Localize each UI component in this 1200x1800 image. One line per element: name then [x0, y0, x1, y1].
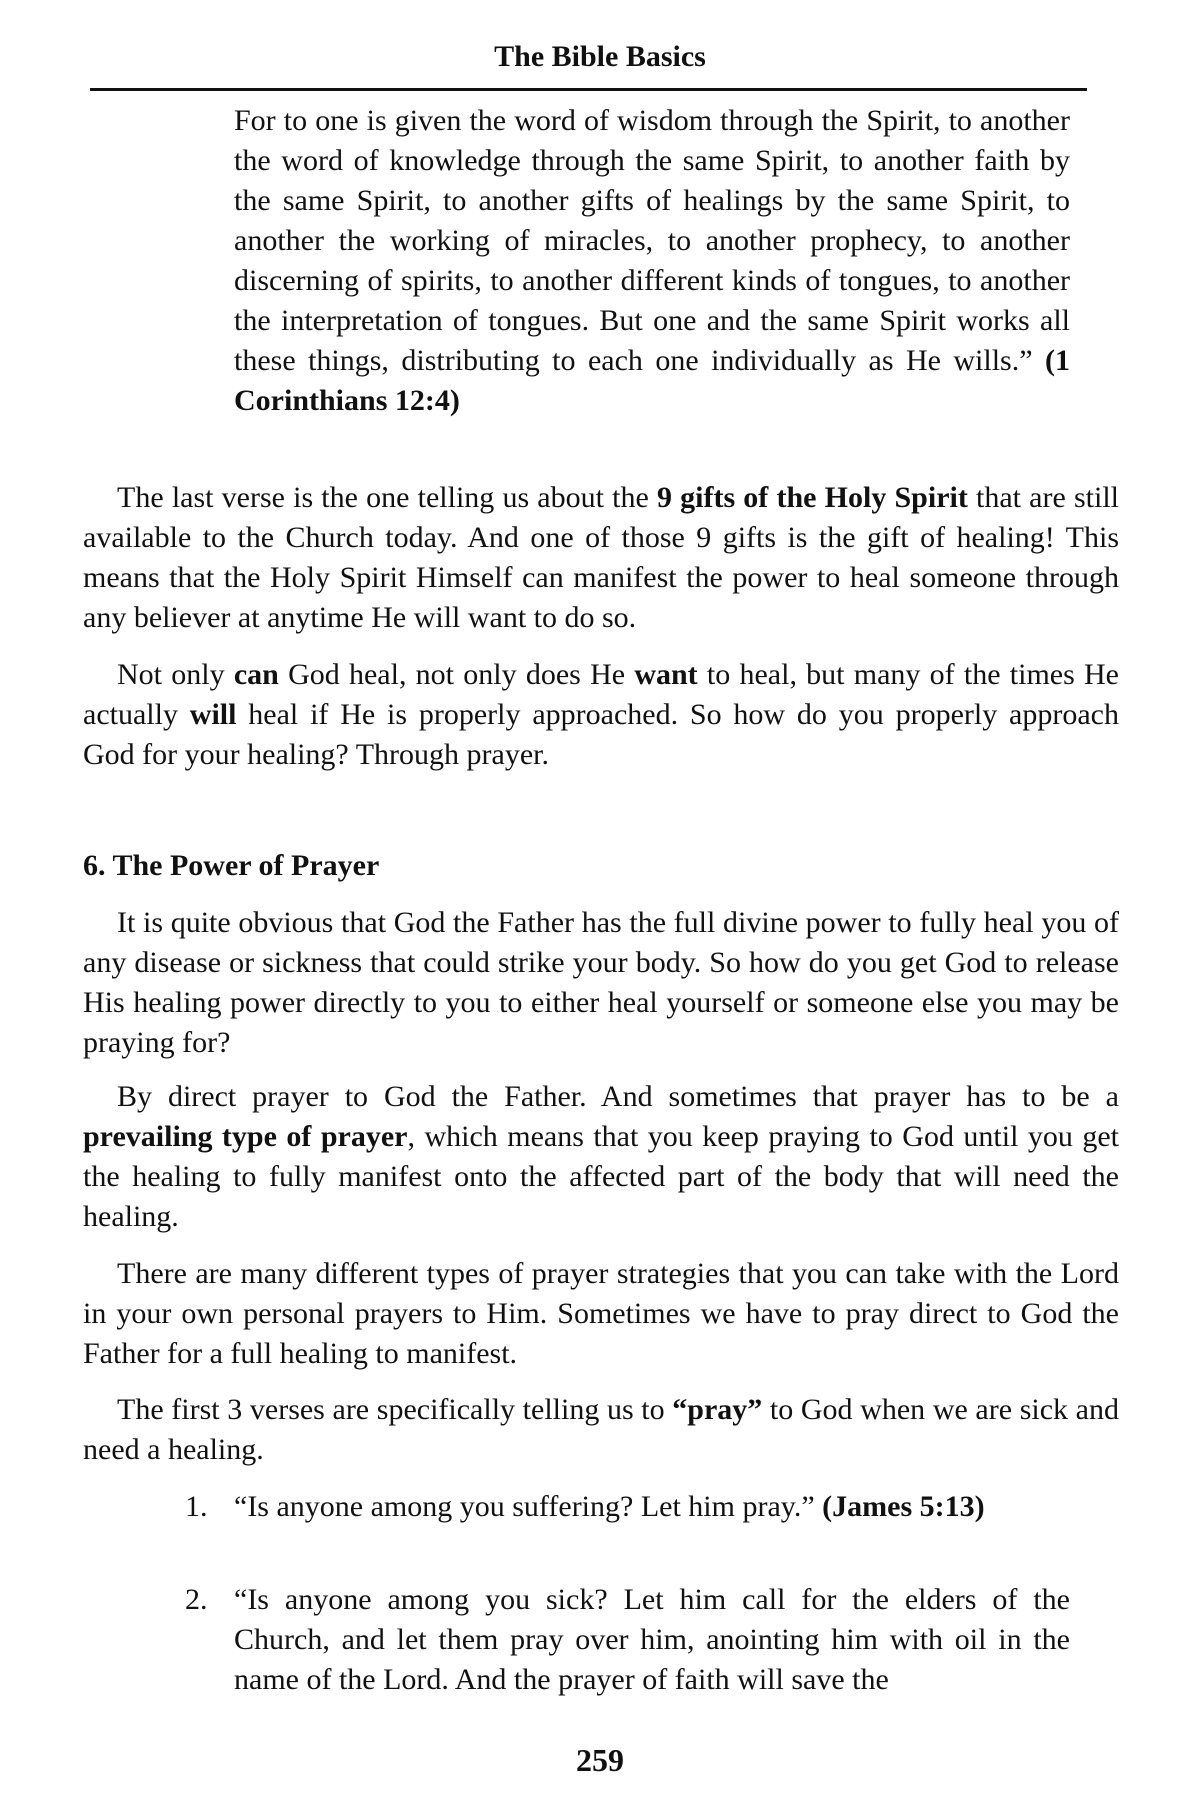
quote-reference: (1 Corinthians 12:4) — [234, 344, 1070, 417]
list-number: 2. — [185, 1583, 208, 1616]
paragraph — [83, 655, 1119, 775]
paragraph — [83, 478, 1119, 638]
text: Not only — [117, 658, 234, 691]
text: , which means that you keep praying to God until you get the healing to fully manifest onto the affected part of the body that will need the healing. — [83, 1120, 1119, 1233]
paragraph: There are many different types of prayer strategies that you can take with the Lord in your own personal prayers to Him. Sometimes we have to pray direct to God the Father for a full healing to manifest. — [83, 1257, 1119, 1370]
text: that are still available to the Church today. And one of those 9 gifts is the gift of healing! This means that the Holy Spirit Himself can manifest the power to heal someone through any believer at anytime He will want to do so. — [83, 481, 1119, 634]
section-heading: 6. The Power of Prayer — [83, 849, 380, 882]
emphasis: 9 gifts of the Holy Spirit — [656, 481, 968, 514]
text: to heal, but many of the times He actually — [83, 658, 1119, 731]
text: to God when we are sick and need a healing. — [83, 1393, 1119, 1466]
block-quote — [234, 101, 1070, 421]
emphasis: “pray” — [672, 1393, 763, 1426]
text: God heal, not only does He — [278, 658, 635, 691]
emphasis: want — [634, 658, 698, 691]
list-number: 1. — [185, 1490, 208, 1523]
text: By direct prayer to God the Father. And sometimes that prayer has to be a — [117, 1080, 1119, 1113]
running-header: The Bible Basics — [494, 40, 706, 73]
text: heal if He is properly approached. So how do you properly approach God for your healing? Through prayer. — [83, 698, 1119, 771]
text: The first 3 verses are specifically telling us to — [117, 1393, 673, 1426]
text: The last verse is the one telling us about the — [117, 481, 657, 514]
list-item: “Is anyone among you sick? Let him call for the elders of the Church, and let them pray over him, anointing him with oil in the name of the Lord. And the prayer of faith will save the — [234, 1583, 1070, 1696]
emphasis: prevailing type of prayer — [83, 1120, 408, 1153]
quote-text: For to one is given the word of wisdom through the Spirit, to another the word of knowledge through the same Spirit, to another faith by the same Spirit, to another gifts of healings by the same Spirit, to another the working of miracles, to another prophecy, to another discerning of spirits, to another different kinds of tongues, to another the interpretation of tongues. But one and the same Spirit works all these things, distributing to each one individually as He wills.” — [234, 104, 1070, 377]
paragraph: It is quite obvious that God the Father has the full divine power to fully heal you of any disease or sickness that could strike your body. So how do you get God to release His healing power directly to you to either heal yourself or someone else you may be praying for? — [83, 906, 1119, 1059]
header-rule — [90, 88, 1087, 91]
list-item-text: “Is anyone among you suffering? Let him pray.” — [234, 1490, 823, 1523]
emphasis: can — [233, 658, 279, 691]
paragraph — [83, 1077, 1119, 1237]
list-item — [234, 1487, 1070, 1527]
paragraph — [83, 1390, 1119, 1470]
page-number: 259 — [576, 1742, 624, 1778]
list-item-reference: (James 5:13) — [822, 1490, 985, 1523]
emphasis: will — [189, 698, 237, 731]
